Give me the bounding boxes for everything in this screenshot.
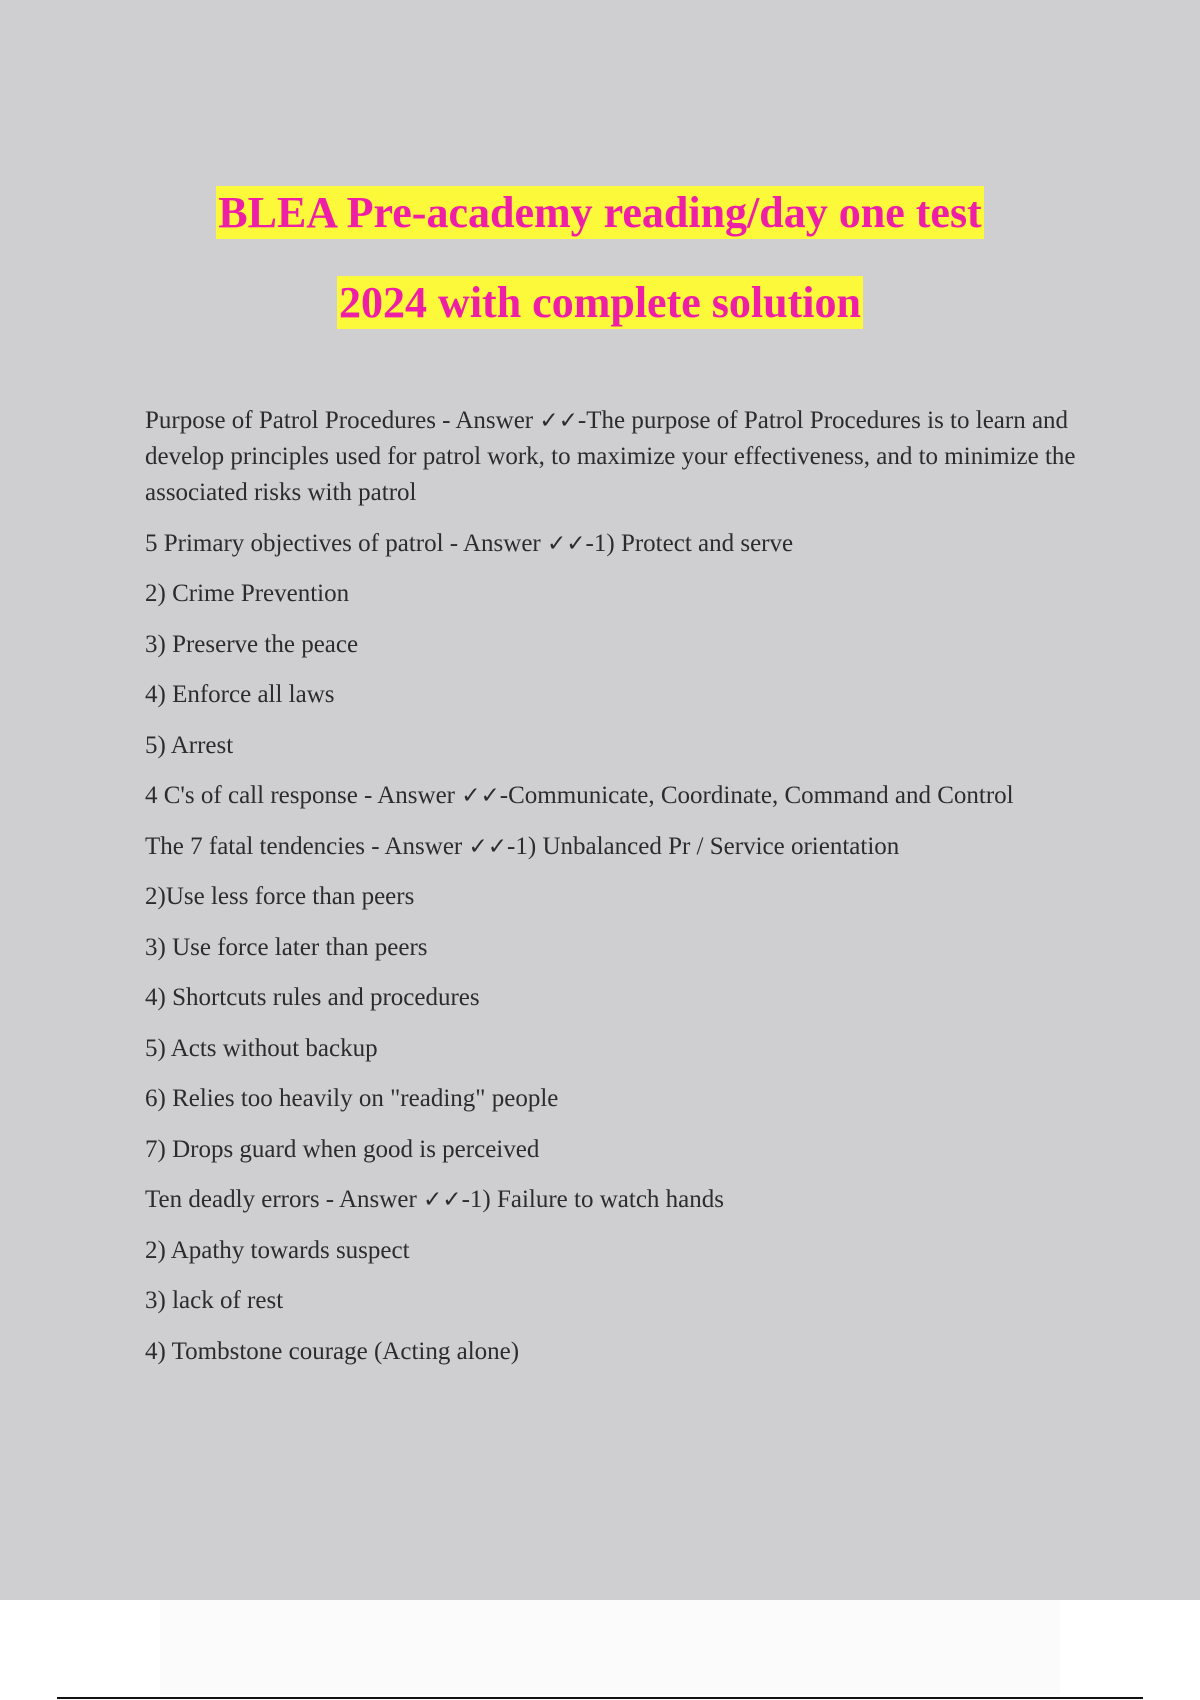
qa-paragraph: 4 C's of call response - Answer ✓✓-Communicate, Coordinate, Command and Control	[145, 782, 1014, 809]
qa-paragraph: 5 Primary objectives of patrol - Answer ✓✓-1) Protect and serve	[145, 529, 794, 557]
list-item: 5) Arrest	[145, 731, 234, 759]
qa-paragraph: Purpose of Patrol Procedures - Answer ✓✓-The purpose of Patrol Procedures is to learn and develop principles used for patrol work, to maximize your effectiveness, and to minimize the associated risks with patrol	[145, 407, 1076, 506]
list-item: 3) Preserve the peace	[145, 630, 359, 658]
footer-divider	[57, 1697, 1143, 1699]
double-check-icon: ✓✓	[539, 408, 578, 434]
list-item: 2) Crime Prevention	[145, 580, 350, 607]
double-check-icon: ✓✓	[468, 833, 508, 860]
list-item: 4) Shortcuts rules and procedures	[145, 984, 480, 1011]
title-line-2: 2024 with complete solution	[339, 278, 861, 327]
qa-paragraph: The 7 fatal tendencies - Answer ✓✓-1) Unbalanced Pr / Service orientation	[145, 832, 900, 860]
double-check-icon: ✓✓	[423, 1187, 462, 1213]
list-item: 5) Acts without backup	[145, 1034, 378, 1062]
list-item: 4) Enforce all laws	[145, 681, 335, 708]
qa-paragraph: Ten deadly errors - Answer ✓✓-1) Failure to watch hands	[145, 1186, 724, 1213]
double-check-icon: ✓✓	[547, 530, 586, 557]
list-item: 2)Use less force than peers	[145, 883, 415, 910]
list-item: 6) Relies too heavily on "reading" people	[145, 1085, 559, 1112]
list-item: 4) Tombstone courage (Acting alone)	[145, 1337, 520, 1365]
double-check-icon: ✓✓	[461, 783, 500, 809]
page-bottom-shade	[160, 1600, 1060, 1695]
list-item: 3) Use force later than peers	[145, 933, 428, 961]
qa-content	[145, 403, 1095, 1384]
title-line-1: BLEA Pre-academy reading/day one test	[218, 188, 982, 237]
list-item: 2) Apathy towards suspect	[145, 1236, 410, 1264]
list-item: 7) Drops guard when good is perceived	[145, 1135, 540, 1163]
list-item: 3) lack of rest	[145, 1287, 284, 1314]
document-title	[0, 168, 1200, 348]
